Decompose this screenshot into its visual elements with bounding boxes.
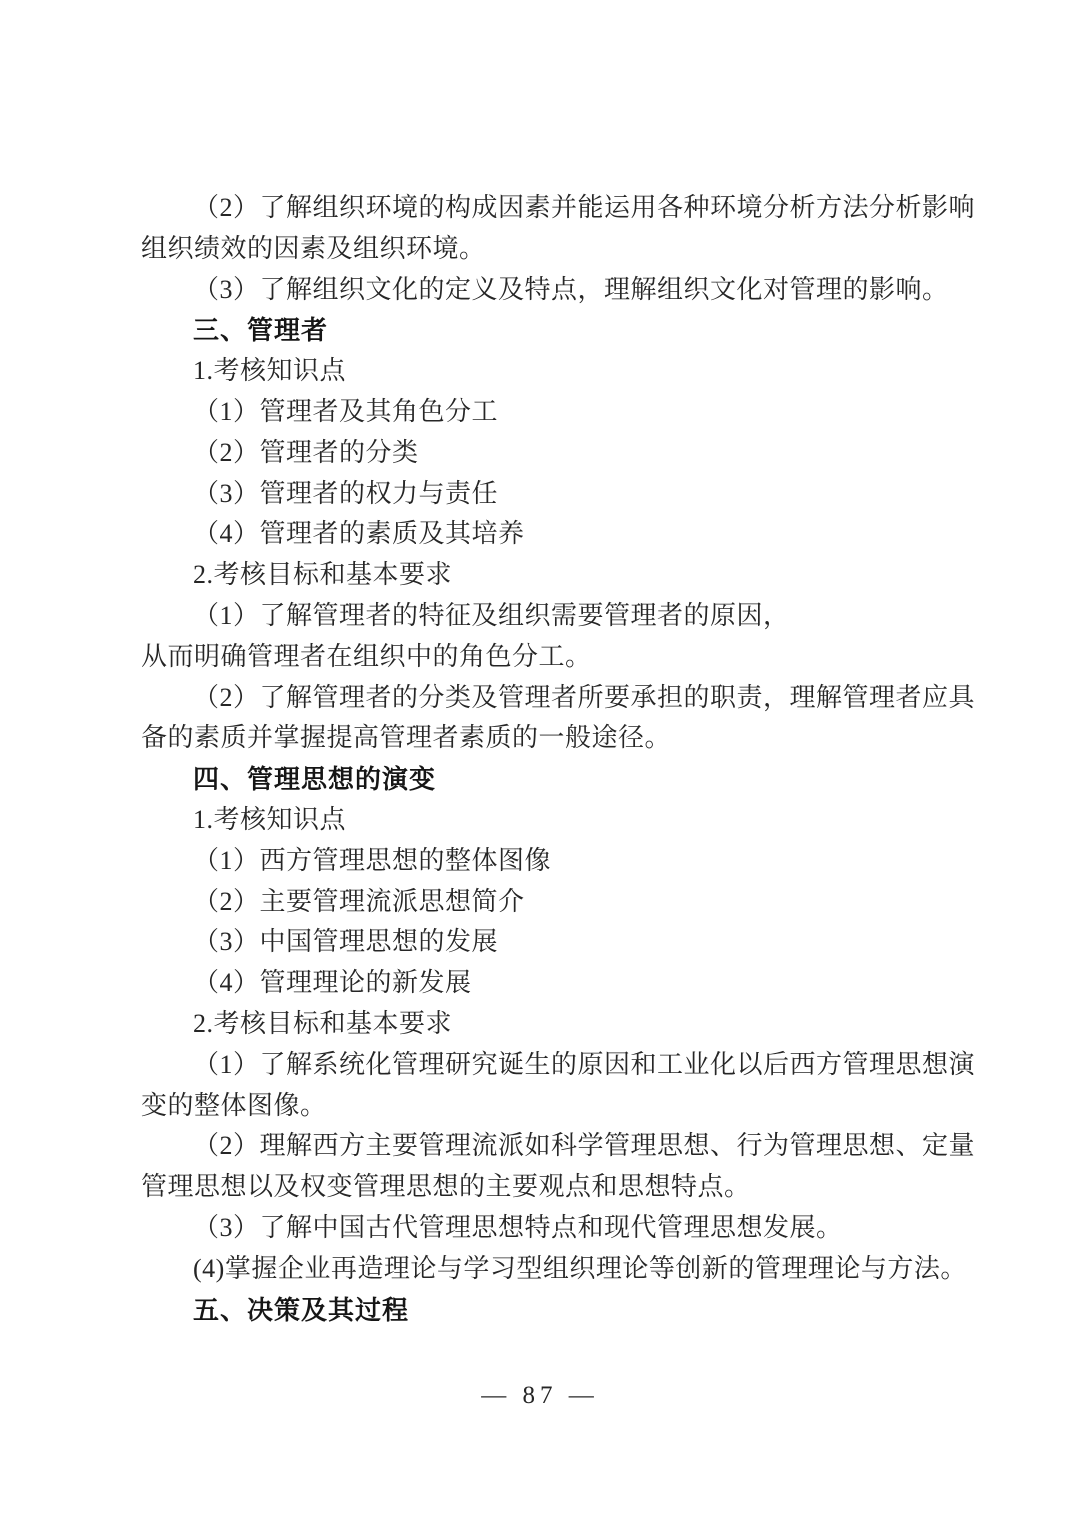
- doc-line: （2）理解西方主要管理流派如科学管理思想、行为管理思想、定量: [193, 1131, 976, 1161]
- section-heading-4: 四、管理思想的演变: [193, 764, 437, 795]
- doc-line: （4）管理理论的新发展: [193, 968, 472, 998]
- doc-line: 2.考核目标和基本要求: [193, 1008, 453, 1038]
- doc-line: 管理思想以及权变管理思想的主要观点和思想特点。: [141, 1172, 751, 1202]
- doc-line: （4）管理者的素质及其培养: [193, 519, 525, 549]
- doc-line: （2）了解组织环境的构成因素并能运用各种环境分析方法分析影响: [193, 193, 976, 222]
- doc-line: （1）管理者及其角色分工: [193, 396, 499, 426]
- section-heading-3: 三、管理者: [193, 315, 329, 346]
- doc-line: （3）中国管理思想的发展: [193, 927, 499, 957]
- section-heading-5: 五、决策及其过程: [193, 1294, 410, 1325]
- doc-line: （2）管理者的分类: [193, 437, 419, 467]
- page-number: — 87 —: [481, 1382, 599, 1409]
- doc-line: (4)掌握企业再造理论与学习型组织理论等创新的管理理论与方法。: [193, 1253, 967, 1283]
- doc-line: 2.考核目标和基本要求: [193, 560, 453, 590]
- doc-line: （2）了解管理者的分类及管理者所要承担的职责，理解管理者应具: [193, 682, 976, 712]
- doc-line: （3）了解组织文化的定义及特点，理解组织文化对管理的影响。: [193, 274, 949, 304]
- doc-line: （3）了解中国古代管理思想特点和现代管理思想发展。: [193, 1212, 843, 1242]
- doc-line: 1.考核知识点: [193, 356, 347, 386]
- doc-line: 组织绩效的因素及组织环境。: [141, 233, 486, 263]
- doc-line: （3）管理者的权力与责任: [193, 478, 499, 508]
- doc-line: （1）了解系统化管理研究诞生的原因和工业化以后西方管理思想演: [193, 1049, 976, 1079]
- doc-line: 1.考核知识点: [193, 804, 347, 834]
- doc-line: 从而明确管理者在组织中的角色分工。: [141, 641, 592, 671]
- doc-line: 变的整体图像。: [141, 1090, 327, 1120]
- doc-line: 备的素质并掌握提高管理者素质的一般途径。: [141, 723, 672, 753]
- document-body: [141, 188, 1001, 1330]
- doc-line: （1）了解管理者的特征及组织需要管理者的原因，: [193, 600, 790, 630]
- doc-line: （2）主要管理流派思想简介: [193, 886, 525, 916]
- doc-line: （1）西方管理思想的整体图像: [193, 845, 552, 875]
